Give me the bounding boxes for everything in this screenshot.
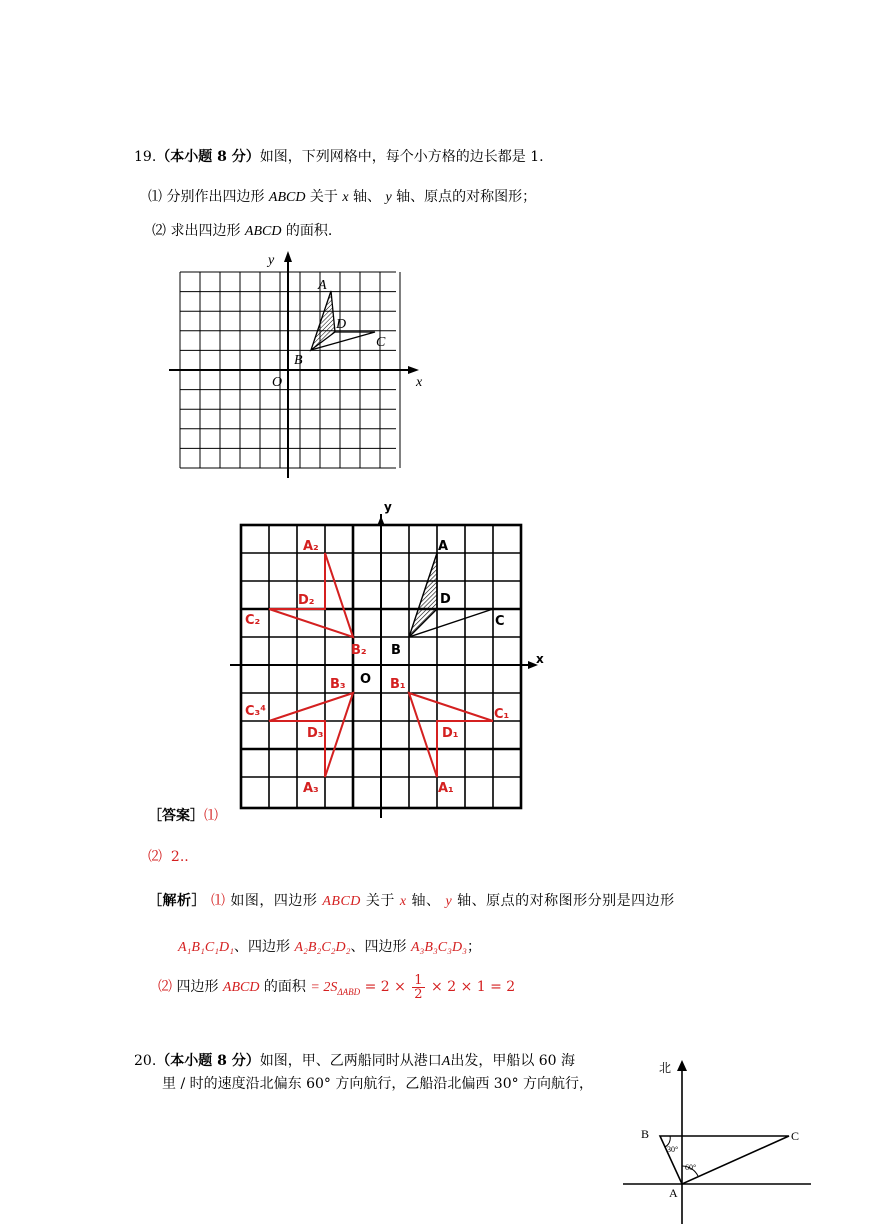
question-stem: 如图，下列网格中，每个小方格的边长都是 1. (259, 149, 544, 165)
axis-x-label: x (536, 652, 544, 666)
north-label: 北 (659, 1061, 672, 1075)
angle-30-label: 30° (667, 1145, 679, 1154)
question-tag: （本小题 8 分） (156, 1053, 260, 1069)
point-d-label: D (440, 592, 451, 607)
point-d3-label: D₃ (307, 726, 324, 741)
figure-2-answer-grid (230, 500, 550, 820)
point-d2-label: D₂ (298, 593, 315, 608)
question-number: 20. (134, 1053, 157, 1069)
analysis-line2: A₁B₁C₁D₁、四边形 A₂B₂C₂D₂、四边形 A₃B₃C₃D₃； (178, 939, 481, 955)
point-a3-label: A₃ (303, 781, 319, 796)
point-a-label: A (318, 278, 327, 293)
q19-part1: ⑴ 分别作出四边形 ABCD 关于 x 轴、 y 轴、原点的对称图形； (148, 189, 537, 205)
point-c-label: C (495, 614, 505, 629)
axis-x-label: x (416, 375, 423, 390)
point-a2-label: A₂ (303, 539, 319, 554)
point-b2-label: B₂ (351, 643, 367, 658)
answer-line: ［答案］⑴ (148, 808, 218, 824)
quad-abcd-hatched (409, 553, 437, 637)
answer-label: ［答案］ (148, 808, 204, 824)
point-c3-label: C₃⁴ (245, 704, 266, 719)
q20-line1: 20.（本小题 8 分）如图，甲、乙两船同时从港口A出发，甲船以 60 海 (134, 1053, 576, 1069)
triangle-abc (660, 1136, 789, 1184)
fraction-one-half: $\frac{1}{2}$ (414, 972, 423, 1002)
figure-1-grid (165, 250, 430, 482)
point-a1-label: A₁ (438, 781, 454, 796)
question-tag: （本小题 8 分） (156, 149, 260, 165)
answer-part2: ⑵ 2.. (148, 849, 189, 865)
axis-y-label: y (268, 253, 275, 268)
point-c-label: C (791, 1129, 800, 1143)
point-a-label: A (438, 539, 449, 554)
origin-label: O (360, 672, 372, 687)
point-b-label: B (391, 643, 401, 658)
analysis-label: ［解析］ (148, 893, 206, 909)
origin-label: O (272, 375, 283, 390)
question-number: 19. (134, 149, 157, 165)
axis-y-label: y (384, 500, 392, 514)
q19-part2: ⑵ 求出四边形 ABCD 的面积. (152, 223, 333, 239)
point-a-label: A (669, 1186, 678, 1200)
q19-stem-line (134, 146, 544, 166)
point-c-label: C (376, 335, 386, 350)
point-c2-label: C₂ (245, 613, 261, 628)
point-d-label: D (336, 317, 347, 332)
point-d1-label: D₁ (442, 726, 459, 741)
triangle-abd (311, 291, 335, 350)
analysis-line3: ⑵ 四边形 ABCD 的面积 = $2S_{\Delta ABD} = 2$ × $\frac{1}{2}$ × 2 × 1 = 2 (158, 972, 516, 1002)
point-b1-label: B₁ (390, 677, 406, 692)
point-b3-label: B₃ (330, 677, 346, 692)
point-c1-label: C₁ (494, 707, 510, 722)
angle-60-label: 60° (685, 1163, 697, 1172)
point-b-label: B (294, 353, 303, 368)
point-b-label: B (641, 1127, 650, 1141)
analysis-line1: ［解析］ ⑴ 如图，四边形 ABCD 关于 x 轴、 y 轴、原点的对称图形分别是四边形 (148, 893, 675, 909)
figure-3-bearing-diagram (615, 1052, 815, 1228)
q20-line2: 里 / 时的速度沿北偏东 60° 方向航行，乙船沿北偏西 30° 方向航行， (162, 1076, 594, 1092)
